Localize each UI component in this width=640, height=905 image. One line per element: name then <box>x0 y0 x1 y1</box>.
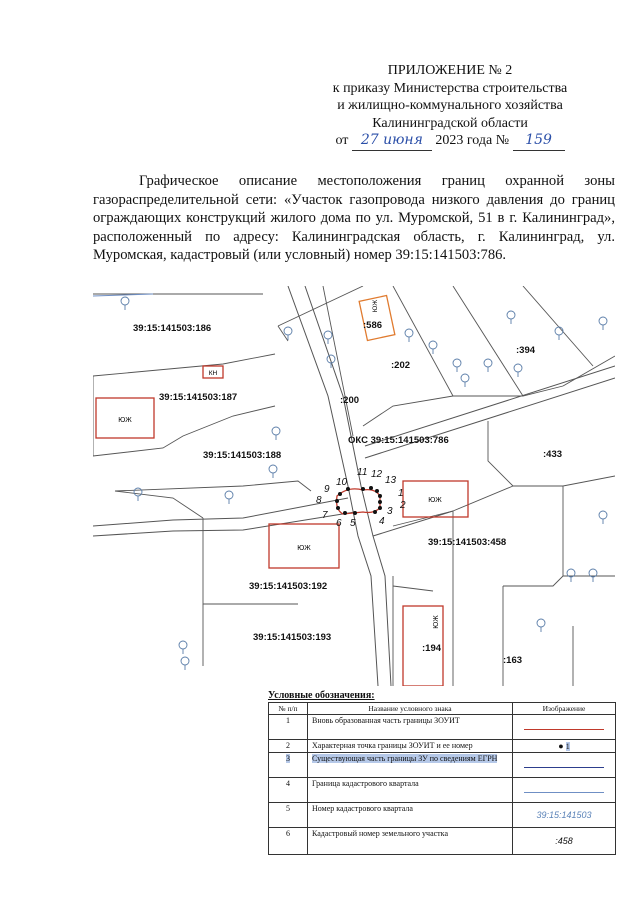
point-number-9: 9 <box>324 484 330 495</box>
parcel-labels <box>133 320 562 666</box>
parcel-label-458: 39:15:141503:458 <box>428 537 507 548</box>
legend-row-name: Кадастровый номер земельного участка <box>308 828 513 855</box>
tree-icon <box>269 465 277 478</box>
legend-row-number: 4 <box>269 778 308 803</box>
parcel-label-200: :200 <box>340 395 360 406</box>
tree-icon <box>272 427 280 440</box>
legend-row-number-text: 3 <box>286 754 290 763</box>
parcel-number-sample: :458 <box>513 828 616 855</box>
legend-row-image <box>513 715 616 740</box>
building-194-label: ЮЖ <box>433 615 440 629</box>
oks-label: ОКС 39:15:141503:786 <box>348 435 449 446</box>
tree-icon <box>284 327 292 340</box>
building-192-label: ЮЖ <box>297 545 311 552</box>
legend-row <box>269 740 616 753</box>
tree-icon <box>484 359 492 372</box>
point-number-1: 1 <box>398 488 404 499</box>
parcel-label-192: 39:15:141503:192 <box>249 581 328 592</box>
legend-row-name <box>308 740 513 753</box>
legend-header-row <box>269 703 616 715</box>
tree-icon <box>453 359 461 372</box>
boundary-point-13 <box>375 489 379 493</box>
legend-row-name <box>308 753 513 778</box>
quarter-line-swatch <box>524 792 604 793</box>
legend-row-name: Номер кадастрового квартала <box>308 803 513 828</box>
tree-icon <box>179 641 187 654</box>
zone-line-swatch <box>524 729 604 730</box>
building-786-label: ЮЖ <box>428 497 442 504</box>
boundary-point-8 <box>335 499 339 503</box>
boundary-point-2 <box>378 500 382 504</box>
point-number-4: 4 <box>379 516 385 527</box>
parcel-label-193: 39:15:141503:193 <box>253 632 332 643</box>
legend-row-name-text: Существующая часть границы ЗУ по сведениям ЕГРН <box>312 754 498 763</box>
parcel-label-202: :202 <box>391 360 411 371</box>
legend-row-number: 6 <box>269 828 308 855</box>
legend-row-name-text: Характерная точка границы ЗОУИТ и ее номер <box>312 741 473 750</box>
parcel-label-586: :586 <box>363 320 383 331</box>
tree-icon <box>589 569 597 582</box>
parcel-label-187: 39:15:141503:187 <box>159 392 238 403</box>
handwritten-number: 159 <box>513 132 565 151</box>
parcel-boundaries <box>93 286 615 686</box>
point-numbers <box>316 467 406 529</box>
point-dot-icon: ● <box>558 741 564 751</box>
tree-icon <box>405 329 413 342</box>
parcel-label-186: 39:15:141503:186 <box>133 323 212 334</box>
point-number-7: 7 <box>322 510 328 521</box>
tree-icon <box>599 317 607 330</box>
point-number-6: 6 <box>336 518 342 529</box>
tree-icon <box>555 327 563 340</box>
legend-row-image <box>513 740 616 753</box>
legend <box>268 690 616 855</box>
tree-icon <box>324 331 332 344</box>
boundary-point-6 <box>343 511 347 515</box>
legend-title: Условные обозначения: <box>268 690 375 701</box>
tree-icon <box>181 657 189 670</box>
boundary-point-3 <box>378 506 382 510</box>
boundary-point-5 <box>353 511 357 515</box>
boundary-point-11 <box>361 487 365 491</box>
point-number-3: 3 <box>387 506 393 517</box>
legend-row-image <box>513 778 616 803</box>
parcel-label-433: :433 <box>543 449 563 460</box>
boundary-point-4 <box>373 510 377 514</box>
building-586-label: ЮЖ <box>372 299 379 313</box>
building-kn-label: КН <box>208 370 218 377</box>
legend-row <box>269 778 616 803</box>
order-line-4: Калининградской области <box>372 115 528 131</box>
parcel-label-163: :163 <box>503 655 523 666</box>
boundary-point-12 <box>369 486 373 490</box>
tree-icon <box>537 619 545 632</box>
tree-icon <box>429 341 437 354</box>
tree-icon <box>514 364 522 377</box>
legend-header-image: Изображение <box>513 703 616 715</box>
tree-icon <box>507 311 515 324</box>
tree-icon <box>567 569 575 582</box>
legend-row-name: Вновь образованная часть границы ЗОУИТ <box>308 715 513 740</box>
legend-row <box>269 828 616 855</box>
quarter-number-sample: 39:15:141503 <box>513 803 616 828</box>
point-number-11: 11 <box>357 467 368 478</box>
boundary-point-1 <box>378 494 382 498</box>
legend-row-name: Граница кадастрового квартала <box>308 778 513 803</box>
parcel-label-188: 39:15:141503:188 <box>203 450 282 461</box>
description-text: Графическое описание местоположения границ охранной зоны газораспределительной сети: «Участок газопровода низкого давления до границ ограждающих конструкций жилого дома по ул. Муромской, 51 в г. Калининград», расположенный по адресу: Калининградская область, г. Калининград, ул. Муромская, кадастровый (или условный) номер 39:15:141503:786. <box>93 173 615 264</box>
legend-row-image <box>513 753 616 778</box>
legend-row <box>269 753 616 778</box>
parcel-label-194: :194 <box>422 643 442 654</box>
date-mid: 2023 года № <box>435 133 510 148</box>
boundary-point-9 <box>338 492 342 496</box>
handwritten-date: 27 июня <box>352 132 432 151</box>
order-line-3: и жилищно-коммунального хозяйства <box>337 98 563 113</box>
point-number-10: 10 <box>336 477 348 488</box>
graphic-description <box>93 172 615 265</box>
buildings <box>96 296 468 686</box>
appendix-title: ПРИЛОЖЕНИЕ № 2 <box>387 63 513 78</box>
date-prefix: от <box>335 133 349 148</box>
tree-icon <box>121 297 129 310</box>
tree-icon <box>461 374 469 387</box>
legend-row-number: 1 <box>269 715 308 740</box>
point-number-8: 8 <box>316 495 322 506</box>
tree-icon <box>599 511 607 524</box>
cadastral-map <box>93 286 615 686</box>
point-number-sample: 1 <box>565 742 570 751</box>
point-number-13: 13 <box>385 475 397 486</box>
legend-row-number <box>269 753 308 778</box>
legend-row-number: 2 <box>269 740 308 753</box>
legend-header-name: Название условного знака <box>308 703 513 715</box>
legend-row <box>269 803 616 828</box>
tree-icon <box>225 491 233 504</box>
parcel-label-394: :394 <box>516 345 536 356</box>
order-header <box>300 62 600 151</box>
order-line-2: к приказу Министерства строительства <box>332 80 568 96</box>
point-number-2: 2 <box>400 500 406 511</box>
egrn-line-swatch <box>524 767 604 768</box>
legend-row-number: 5 <box>269 803 308 828</box>
legend-table <box>268 702 616 855</box>
point-number-5: 5 <box>350 518 356 529</box>
building-187-label: ЮЖ <box>118 417 132 424</box>
boundary-point-7 <box>336 506 340 510</box>
point-number-12: 12 <box>371 469 383 480</box>
order-date-line <box>300 132 600 151</box>
zone-boundary <box>335 486 382 515</box>
legend-header-number: № п/п <box>269 703 308 715</box>
legend-row <box>269 715 616 740</box>
